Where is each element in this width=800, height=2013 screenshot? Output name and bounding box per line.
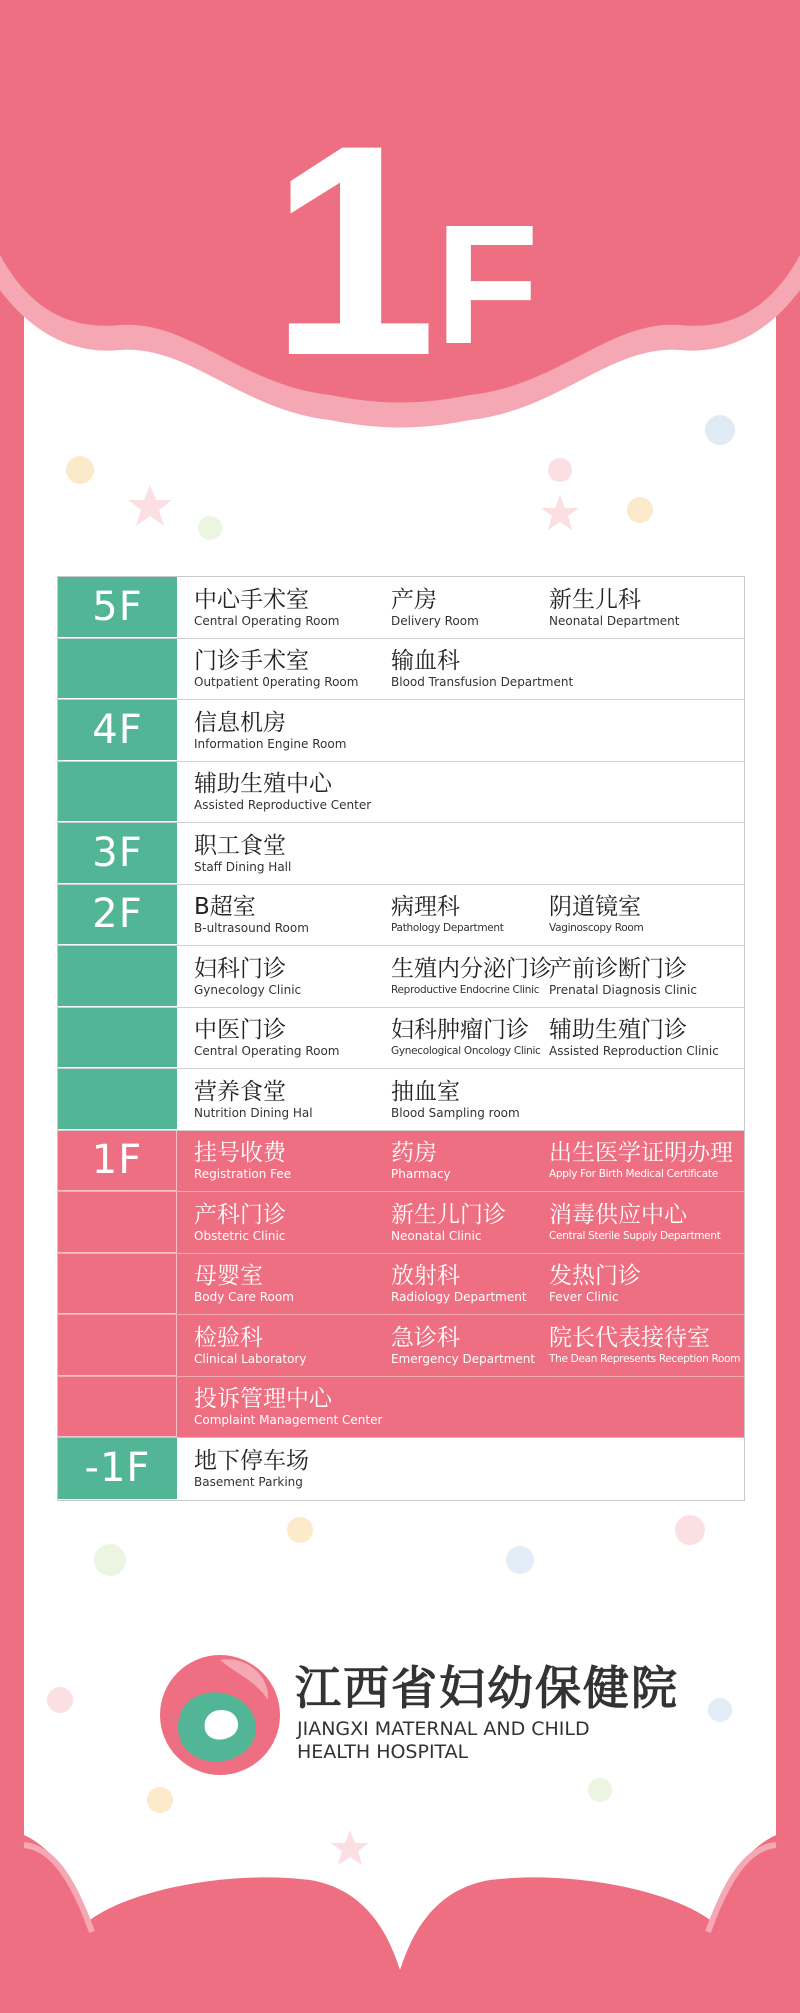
department-list bbox=[177, 823, 744, 884]
department-entry bbox=[194, 586, 391, 629]
department-entry bbox=[194, 709, 391, 752]
department-name-cn: 病理科 bbox=[391, 894, 460, 921]
department-name-en: Nutrition Dining Hal bbox=[194, 1105, 313, 1120]
directory-row bbox=[58, 1377, 744, 1439]
directory-row bbox=[58, 1254, 744, 1316]
department-name-cn: 产房 bbox=[391, 586, 437, 613]
department-name-en: Central Operating Room bbox=[194, 1044, 340, 1059]
department-name-cn: 药房 bbox=[391, 1140, 437, 1167]
floor-label bbox=[58, 946, 177, 1007]
department-name-cn: 放射科 bbox=[391, 1263, 460, 1290]
department-name-en: Central Sterile Supply Department bbox=[549, 1229, 721, 1242]
department-name-cn: 中心手术室 bbox=[194, 586, 309, 613]
department-entry bbox=[391, 1201, 549, 1244]
department-name-en: Obstetric Clinic bbox=[194, 1228, 286, 1243]
department-name-en: Delivery Room bbox=[391, 613, 479, 628]
department-entry bbox=[391, 1016, 549, 1059]
department-name-cn: 产前诊断门诊 bbox=[549, 955, 687, 982]
department-entry bbox=[194, 647, 391, 690]
directory-row bbox=[58, 1438, 744, 1500]
directory-row bbox=[58, 823, 744, 885]
floor-label: 3F bbox=[58, 823, 177, 884]
current-floor-suffix: F bbox=[435, 190, 539, 380]
department-name-cn: 中医门诊 bbox=[194, 1017, 286, 1044]
department-entry bbox=[549, 893, 739, 936]
department-name-cn: 消毒供应中心 bbox=[549, 1201, 687, 1228]
directory-row bbox=[58, 946, 744, 1008]
department-list bbox=[177, 1315, 744, 1376]
department-name-cn: 投诉管理中心 bbox=[194, 1386, 332, 1413]
department-name-cn: B超室 bbox=[194, 894, 256, 921]
department-entry bbox=[194, 1139, 391, 1182]
floor-label bbox=[58, 1254, 177, 1315]
department-list bbox=[177, 639, 744, 700]
department-entry bbox=[194, 832, 391, 875]
department-name-cn: 生殖内分泌门诊 bbox=[391, 955, 552, 982]
department-name-en: Reproductive Endocrine Clinic bbox=[391, 983, 540, 996]
department-name-en: Emergency Department bbox=[391, 1351, 536, 1366]
department-entry bbox=[391, 647, 574, 690]
hospital-name-en-line1: JIANGXI MATERNAL AND CHILD bbox=[297, 1718, 590, 1740]
department-entry bbox=[194, 955, 391, 998]
directory-row bbox=[58, 1069, 744, 1131]
department-name-en: Radiology Department bbox=[391, 1290, 527, 1305]
department-entry bbox=[549, 586, 739, 629]
department-name-en: Body Care Room bbox=[194, 1290, 294, 1305]
department-list bbox=[177, 1377, 744, 1438]
department-name-en: Blood Sampling room bbox=[391, 1105, 520, 1120]
department-name-cn: 急诊科 bbox=[391, 1324, 460, 1351]
directory-row bbox=[58, 700, 744, 762]
department-name-en: Vaginoscopy Room bbox=[549, 922, 644, 935]
floor-label bbox=[58, 1315, 177, 1376]
department-name-cn: 信息机房 bbox=[194, 709, 286, 736]
floor-label: 4F bbox=[58, 700, 177, 761]
department-entry bbox=[391, 1262, 549, 1305]
department-list bbox=[177, 577, 744, 638]
department-list bbox=[177, 762, 744, 823]
floor-directory-table bbox=[57, 576, 745, 1501]
department-name-cn: 门诊手术室 bbox=[194, 648, 309, 675]
department-entry bbox=[194, 1324, 391, 1367]
floor-label: 5F bbox=[58, 577, 177, 638]
department-name-cn: 抽血室 bbox=[391, 1078, 460, 1105]
directory-row bbox=[58, 639, 744, 701]
department-entry bbox=[194, 770, 391, 813]
department-name-cn: 输血科 bbox=[391, 648, 460, 675]
department-entry bbox=[391, 955, 552, 998]
department-name-cn: 妇科门诊 bbox=[194, 955, 286, 982]
department-name-en: Outpatient 0perating Room bbox=[194, 675, 359, 690]
floor-label bbox=[58, 1192, 177, 1253]
department-entry bbox=[194, 1016, 391, 1059]
department-name-cn: 检验科 bbox=[194, 1324, 263, 1351]
department-list bbox=[177, 1131, 744, 1192]
department-name-cn: 地下停车场 bbox=[194, 1448, 309, 1475]
department-entry bbox=[194, 1385, 391, 1428]
department-name-en: Pharmacy bbox=[391, 1167, 451, 1182]
department-entry bbox=[391, 893, 549, 936]
department-name-cn: 辅助生殖中心 bbox=[194, 771, 332, 798]
directory-row bbox=[58, 762, 744, 824]
department-name-en: Assisted Reproductive Center bbox=[194, 798, 372, 813]
floor-label: 2F bbox=[58, 885, 177, 946]
department-name-cn: 挂号收费 bbox=[194, 1140, 286, 1167]
department-name-en: Central Operating Room bbox=[194, 613, 340, 628]
department-name-cn: 母婴室 bbox=[194, 1263, 263, 1290]
department-name-cn: 出生医学证明办理 bbox=[549, 1140, 733, 1167]
department-entry bbox=[194, 1078, 391, 1121]
department-entry bbox=[549, 955, 739, 998]
department-name-cn: 发热门诊 bbox=[549, 1263, 641, 1290]
department-name-en: Staff Dining Hall bbox=[194, 859, 292, 874]
hospital-logo-icon bbox=[150, 1645, 290, 1785]
department-name-en: Gynecology Clinic bbox=[194, 982, 302, 997]
department-list bbox=[177, 1254, 744, 1315]
department-name-en: Fever Clinic bbox=[549, 1290, 619, 1305]
hospital-name-en-line2: HEALTH HOSPITAL bbox=[297, 1741, 469, 1763]
department-list bbox=[177, 1192, 744, 1253]
department-list bbox=[177, 1069, 744, 1130]
current-floor-number: 1 bbox=[270, 82, 431, 418]
department-name-en: B-ultrasound Room bbox=[194, 921, 309, 936]
department-entry bbox=[549, 1324, 739, 1367]
hospital-name-cn: 江西省妇幼保健院 bbox=[295, 1661, 679, 1715]
directory-row bbox=[58, 1315, 744, 1377]
department-entry bbox=[549, 1262, 739, 1305]
department-entry bbox=[391, 586, 549, 629]
department-name-en: Pathology Department bbox=[391, 922, 504, 935]
department-entry bbox=[194, 1262, 391, 1305]
department-list bbox=[177, 1008, 744, 1069]
department-entry bbox=[194, 1201, 391, 1244]
department-name-en: Clinical Laboratory bbox=[194, 1351, 307, 1366]
floor-label: 1F bbox=[58, 1131, 177, 1192]
department-name-cn: 阴道镜室 bbox=[549, 894, 641, 921]
department-name-cn: 产科门诊 bbox=[194, 1201, 286, 1228]
department-name-en: Basement Parking bbox=[194, 1475, 303, 1490]
department-list bbox=[177, 885, 744, 946]
floor-label bbox=[58, 639, 177, 700]
department-list bbox=[177, 946, 744, 1007]
department-name-cn: 妇科肿瘤门诊 bbox=[391, 1017, 529, 1044]
department-list bbox=[177, 1438, 744, 1500]
floor-label: -1F bbox=[58, 1438, 177, 1500]
department-entry bbox=[549, 1139, 739, 1182]
directory-row bbox=[58, 1008, 744, 1070]
department-name-en: Gynecological Oncology Clinic bbox=[391, 1045, 541, 1058]
department-name-en: Prenatal Diagnosis Clinic bbox=[549, 982, 697, 997]
department-list bbox=[177, 700, 744, 761]
department-name-en: Assisted Reproduction Clinic bbox=[549, 1044, 719, 1059]
department-name-cn: 营养食堂 bbox=[194, 1078, 286, 1105]
directory-row bbox=[58, 577, 744, 639]
department-name-en: Apply For Birth Medical Certificate bbox=[549, 1168, 718, 1181]
floor-label bbox=[58, 1377, 177, 1438]
department-name-en: Complaint Management Center bbox=[194, 1413, 383, 1428]
department-name-en: Registration Fee bbox=[194, 1167, 292, 1182]
department-name-en: Information Engine Room bbox=[194, 736, 347, 751]
department-entry bbox=[391, 1324, 549, 1367]
directory-row bbox=[58, 1192, 744, 1254]
department-name-cn: 新生儿门诊 bbox=[391, 1201, 506, 1228]
department-name-cn: 职工食堂 bbox=[194, 832, 286, 859]
floor-label bbox=[58, 762, 177, 823]
department-name-en: The Dean Represents Reception Room bbox=[549, 1352, 741, 1365]
department-name-en: Blood Transfusion Department bbox=[391, 675, 574, 690]
department-entry bbox=[391, 1078, 549, 1121]
department-entry bbox=[549, 1201, 739, 1244]
department-name-cn: 新生儿科 bbox=[549, 586, 641, 613]
floor-label bbox=[58, 1069, 177, 1130]
department-entry bbox=[194, 893, 391, 936]
directory-row bbox=[58, 885, 744, 947]
directory-row bbox=[58, 1131, 744, 1193]
floor-label bbox=[58, 1008, 177, 1069]
department-name-cn: 辅助生殖门诊 bbox=[549, 1017, 687, 1044]
department-entry bbox=[391, 1139, 549, 1182]
department-name-en: Neonatal Department bbox=[549, 613, 680, 628]
department-name-en: Neonatal Clinic bbox=[391, 1228, 482, 1243]
department-entry bbox=[549, 1016, 739, 1059]
department-name-cn: 院长代表接待室 bbox=[549, 1324, 710, 1351]
department-entry bbox=[194, 1447, 391, 1490]
